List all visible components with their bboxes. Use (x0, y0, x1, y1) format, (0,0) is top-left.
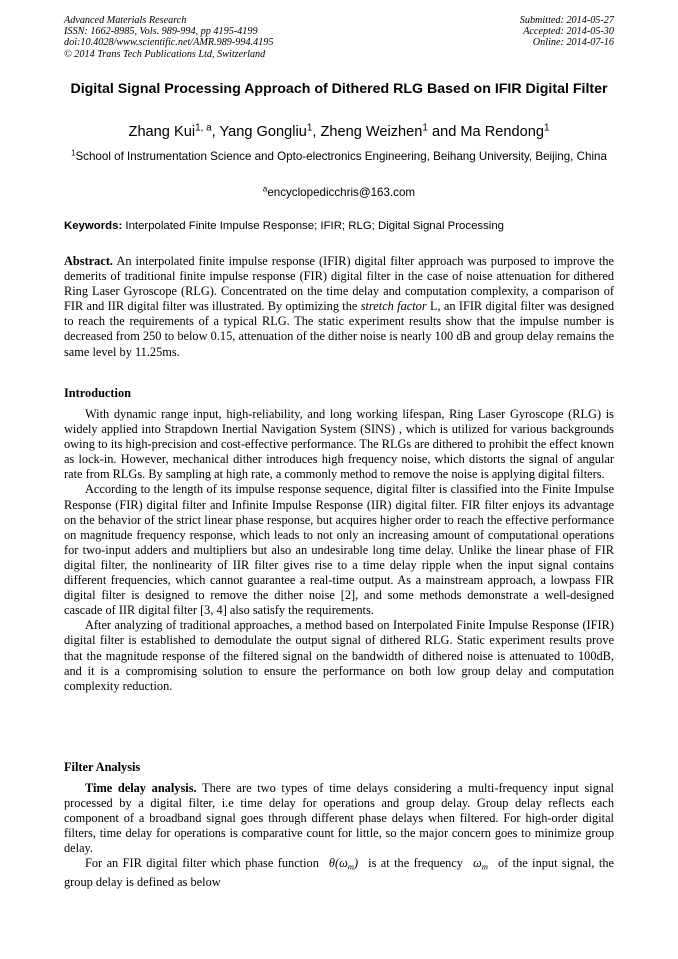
author-name: Zhang Kui (128, 124, 196, 140)
paper-title: Digital Signal Processing Approach of Dithered RLG Based on IFIR Digital Filter (70, 81, 608, 97)
journal-info (64, 15, 273, 60)
author-separator: , (312, 124, 321, 140)
introduction-section (64, 407, 614, 694)
accepted-date: Accepted: 2014-05-30 (523, 26, 614, 38)
paragraph-text: There are two types of time delays considering a multi-frequency input signal processed by a digital filter, i.e time delay for operations and group delay. Group delay reflects each component of a broadband signal goes through different phase delays when filtered. For high-order digital filters, time delay for operations is comparative count for little, so the major concern goes to minimize group delay. (64, 781, 614, 856)
affiliation-mark: 1 (71, 148, 76, 158)
author-separator: , (211, 124, 220, 140)
keywords (64, 219, 614, 234)
abstract-text: An interpolated finite impulse response (IFIR) digital filter approach was purposed to improve the demerits of traditional finite impulse response (FIR) digital filter in the case of noise attenuation for dithered Ring Laser Gyroscope (RLG). Concentrated on the time delay and computation complexity, a comparison of FIR and IIR digital filter was illustrated. By optimizing the (64, 254, 614, 314)
paragraph-text: For an FIR digital filter which phase function (85, 856, 319, 871)
author-affiliation-mark: 1 (422, 122, 428, 134)
keywords-text: Interpolated Finite Impulse Response; IFIR; RLG; Digital Signal Processing (125, 220, 505, 232)
journal-doi[interactable]: doi:10.4028/www.scientific.net/AMR.989-994.4195 (64, 37, 274, 49)
section-heading-filter-analysis: Filter Analysis (64, 760, 141, 774)
author-name: Ma Rendong (460, 124, 544, 140)
author-name: Zheng Weizhen (320, 124, 423, 140)
author-affiliation-mark: 1 (306, 122, 313, 134)
paragraph (64, 856, 614, 890)
author-affiliation-mark: 1 (543, 122, 550, 134)
submitted-date: Submitted: 2014-05-27 (519, 15, 614, 26)
abstract-label: Abstract. (64, 254, 114, 268)
author-email (64, 185, 614, 200)
author-list (64, 122, 614, 142)
affiliation-text: School of Instrumentation Science and Opto-electronics Engineering, Beihang University, Beijing, China (75, 150, 607, 163)
keywords-label: Keywords: (64, 220, 123, 232)
author-name: Yang Gongliu (219, 124, 307, 140)
abstract-text-continued: L, an IFIR digital filter was designed to reach the requirements of a typical RLG. The static experiment results show that the impulse number is decreased from 250 to below 0.15, attenuation of the dither noise is nearly 100 dB and group delay remains the same level by 11.25ms. (64, 299, 614, 359)
online-date: Online: 2014-07-16 (532, 37, 614, 49)
paragraph-text: of the input signal, the group delay is defined as below (64, 856, 615, 890)
paragraph: According to the length of its impulse response sequence, digital filter is classified into the Finite Impulse Response (FIR) digital filter and Infinite Impulse Response (IIR) digital filter. FIR filter enjoys its advantage on the behavior of the strict linear phase response, but acquires higher order to reach the effective performance on magnitude frequency response, which leads to not only an increasing amount of computational operations for two-input adders and multipliers but also an undesirable long time delay. Unlike the linear phase of FIR digital filter, the nonlinearity of IIR filter gives rise to a time delay ripple when the input signal contains different frequencies, which cannot guarantee a real-time output. As a mainstream approach, a lowpass FIR digital filter is designed to remove the dither noise [2], and some methods demonstrate a well-designed cascade of IIR digital filter [3, 4] also satisfy the requirements. (64, 482, 614, 618)
phase-function-formula: $\theta(\omega_m)$ (328, 856, 359, 873)
filter-analysis-section (64, 781, 614, 890)
subsection-lead: Time delay analysis. (85, 781, 197, 795)
paragraph: With dynamic range input, high-reliability, and long working lifespan, Ring Laser Gyroscope (RLG) is widely applied into Strapdown Inertial Navigation System (SINS) , which is utilized for various backgrounds owing to its high-precision and cost-effective performance. The RLGs are dithered to prohibit the effect known as lock-in. However, mechanical dither introduces high frequency noise, which distorts the signal of angular rate from RLGs. By sampling at high rate, a commonly method to remove the noise is applying digital filters. (64, 407, 614, 482)
frequency-symbol: $\omega_m$ (472, 856, 488, 873)
abstract (64, 254, 614, 360)
author-affiliation-mark: 1, a (195, 122, 212, 134)
abstract-italic-term: stretch factor (360, 299, 427, 314)
paragraph-text: is at the frequency (368, 856, 463, 871)
journal-name: Advanced Materials Research (64, 15, 187, 26)
paragraph (64, 781, 614, 856)
email-address[interactable]: encyclopedicchris@163.com (267, 186, 416, 199)
email-mark: a (262, 184, 268, 194)
paragraph: After analyzing of traditional approaches, a method based on Interpolated Finite Impulse Response (IFIR) digital filter is established to demodulate the output signal of dithered RLG. Static experiment results prove that the magnitude response of the filtered signal on the bandwidth of dithered noise is attenuated to 100dB, and it is a compromising solution to ensure the performance on both low group delay and computation complexity reduction. (64, 618, 614, 693)
submission-dates (520, 15, 614, 49)
section-heading-introduction: Introduction (64, 386, 131, 400)
journal-issn: ISSN: 1662-8985, Vols. 989-994, pp 4195-4199 (64, 26, 258, 38)
affiliation (64, 149, 614, 164)
author-separator: and (427, 124, 461, 140)
journal-copyright: © 2014 Trans Tech Publications Ltd, Switzerland (64, 48, 266, 60)
